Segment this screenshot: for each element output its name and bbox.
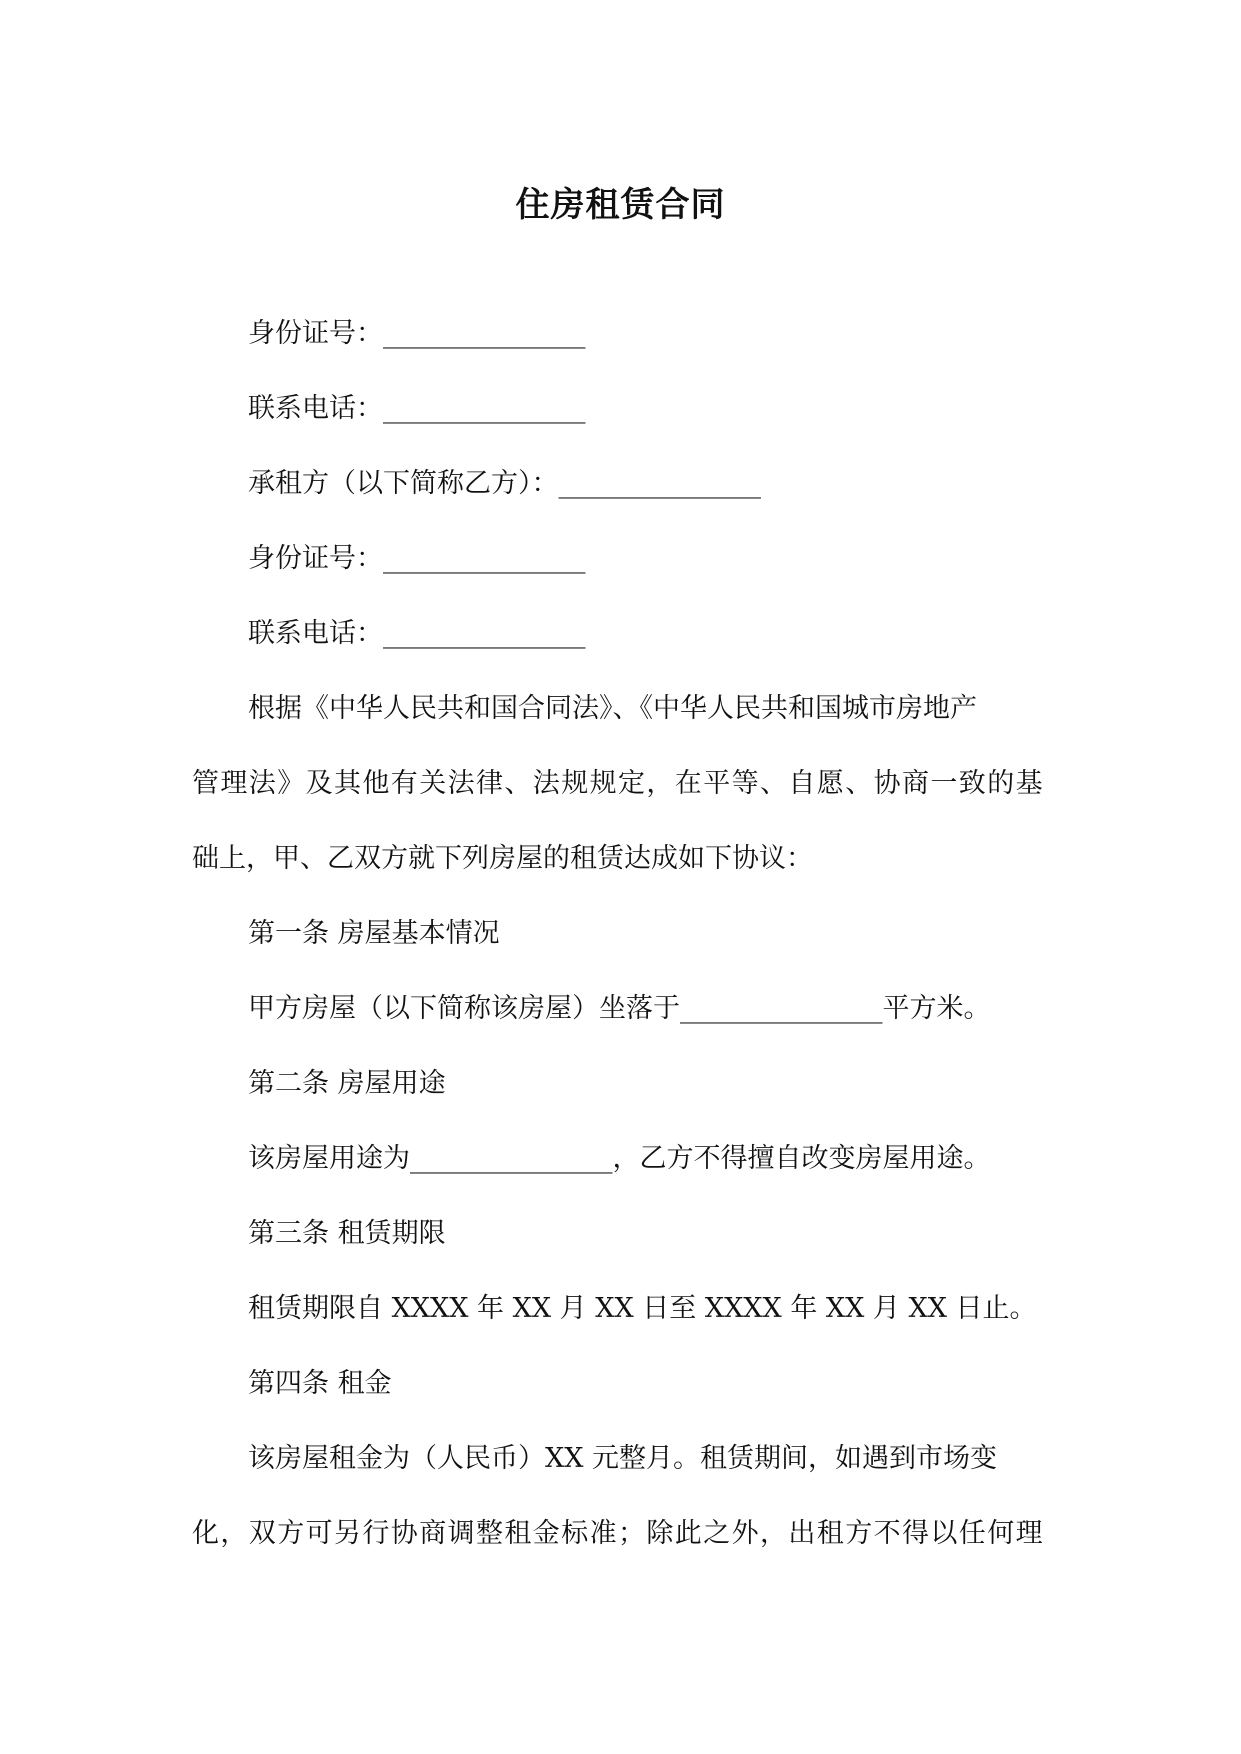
article-1-body: 甲方房屋（以下简称该房屋）坐落于_______________平方米。 [248, 993, 991, 1024]
article-3-heading: 第三条 租赁期限 [248, 1218, 446, 1249]
article-2-heading: 第二条 房屋用途 [248, 1068, 446, 1099]
lessor-id-field: 身份证号：_______________ [248, 318, 586, 349]
preamble-line-1: 根据《中华人民共和国合同法》、《中华人民共和国城市房地产 [248, 693, 977, 724]
document-title: 住房租赁合同 [515, 185, 726, 225]
article-4-heading: 第四条 租金 [248, 1368, 392, 1399]
article-1-heading: 第一条 房屋基本情况 [248, 918, 500, 949]
preamble-line-2: 管理法》及其他有关法律、法规规定，在平等、自愿、协商一致的基 [192, 768, 1044, 799]
article-3-body: 租赁期限自 XXXX 年 XX 月 XX 日至 XXXX 年 XX 月 XX 日止。 [248, 1293, 1037, 1324]
article-4-body-line-1: 该房屋租金为（人民币）XX 元整月。租赁期间，如遇到市场变 [248, 1443, 998, 1474]
article-2-body: 该房屋用途为_______________，乙方不得擅自改变房屋用途。 [248, 1143, 991, 1174]
article-4-body-line-2: 化，双方可另行协商调整租金标准；除此之外，出租方不得以任何理 [192, 1518, 1044, 1549]
lessee-id-field: 身份证号：_______________ [248, 543, 586, 574]
lessee-phone-field: 联系电话：_______________ [248, 618, 586, 649]
lessor-phone-field: 联系电话：_______________ [248, 393, 586, 424]
lessee-field: 承租方（以下简称乙方）：_______________ [248, 468, 761, 499]
preamble-line-3: 础上，甲、乙双方就下列房屋的租赁达成如下协议： [192, 843, 813, 874]
